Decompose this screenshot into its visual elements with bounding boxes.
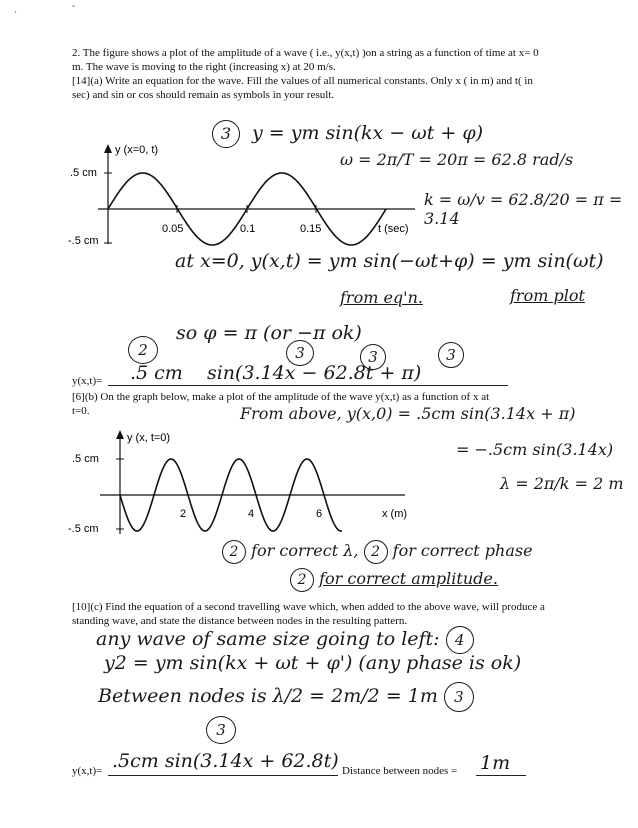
y-axis-label: y (x=0, t): [115, 144, 159, 156]
tick-label: 0.15: [300, 223, 322, 235]
handwritten-c-line1: any wave of same size going to left: 4: [96, 626, 474, 654]
y-axis-label: y (x, t=0): [127, 432, 171, 444]
tick-label: 0.05: [162, 223, 184, 235]
answer-score-2: 3: [286, 340, 314, 366]
answer-score-4: 3: [438, 342, 464, 368]
stray-mark: `: [14, 10, 17, 20]
a-score: 3: [212, 120, 240, 148]
handwritten-answer-a: .5 cm sin(3.14x − 62.8t + π): [130, 362, 422, 384]
handwritten-from-eq: from eq'n.: [340, 288, 423, 307]
handwritten-from-plot: from plot: [510, 286, 585, 305]
handwritten-omega: ω = 2π/T = 20π = 62.8 rad/s: [340, 150, 574, 169]
y-neg-label: -.5 cm: [68, 523, 99, 535]
x-axis-label: x (m): [382, 508, 408, 520]
handwritten-lambda: λ = 2π/k = 2 m: [500, 474, 624, 493]
c-answer-score: 3: [206, 716, 236, 744]
answer-c-line: [108, 774, 338, 776]
answer-a-prefix: y(x,t)=: [72, 375, 103, 387]
stray-mark: ˘: [72, 4, 75, 14]
answer-score-1: 2: [128, 336, 158, 364]
tick-label: 2: [180, 508, 187, 520]
y-axis-arrow: [116, 430, 124, 439]
part-b-text: [6](b) On the graph below, make a plot of the amplitude of the wave y(x,t) as a function of x at t=0.: [72, 391, 490, 417]
answer-a-line: [108, 384, 508, 386]
handwritten-phi: so φ = π (or −π ok): [176, 322, 362, 344]
handwritten-c-line2: y2 = ym sin(kx + ωt + φ') (any phase is ok): [104, 652, 522, 674]
handwritten-c-line3: Between nodes is λ/2 = 2m/2 = 1m 3: [98, 682, 474, 712]
part-a-text: [14](a) Write an equation for the wave. Fill the values of all numerical constants. Only x ( in m) and t( in sec) and sin or cos should remain as symbols in your result.: [72, 75, 533, 101]
handwritten-answer-c: .5cm sin(3.14x + 62.8t): [112, 750, 339, 772]
handwritten-wave-equation: y = ym sin(kx − ωt + φ): [252, 122, 484, 144]
b-grading-1: 2 for correct λ, 2 for correct phase: [222, 540, 533, 564]
handwritten-distance: 1m: [480, 752, 511, 774]
y-pos-label: .5 cm: [72, 453, 99, 465]
y-axis-arrow: [104, 144, 112, 153]
y-pos-label: .5 cm: [70, 167, 97, 179]
answer-c-prefix: y(x,t)=: [72, 765, 103, 777]
distance-line: [476, 774, 526, 776]
distance-label: Distance between nodes =: [342, 765, 458, 777]
tick-label: 0.1: [240, 223, 256, 235]
y-neg-label: -.5 cm: [68, 235, 99, 247]
handwritten-b-line2: = −.5cm sin(3.14x): [456, 440, 614, 459]
problem-intro: 2. The figure shows a plot of the amplitude of a wave ( i.e., y(x,t) )on a string as a function of time at x= 0 m. The wave is moving to the right (increasing x) at 20 m/s.: [72, 47, 539, 73]
b-grading-2: 2 for correct amplitude.: [290, 568, 498, 592]
handwritten-b-line1: From above, y(x,0) = .5cm sin(3.14x + π): [240, 404, 576, 423]
handwritten-k: k = ω/v = 62.8/20 = π = 3.14: [424, 190, 623, 228]
answer-score-3: 3: [360, 344, 386, 370]
tick-label: 6: [316, 508, 323, 520]
graph-amplitude-vs-x: [60, 424, 420, 548]
graph-amplitude-vs-time: [60, 140, 430, 260]
x-axis-label: t (sec): [378, 223, 409, 235]
part-c-text: [10](c) Find the equation of a second travelling wave which, when added to the above wave, will produce a standing wave, and state the distance between nodes in the resulting pattern.: [72, 601, 545, 627]
tick-label: 4: [248, 508, 255, 520]
handwritten-x0-line: at x=0, y(x,t) = ym sin(−ωt+φ) = ym sin(ωt): [175, 250, 604, 272]
